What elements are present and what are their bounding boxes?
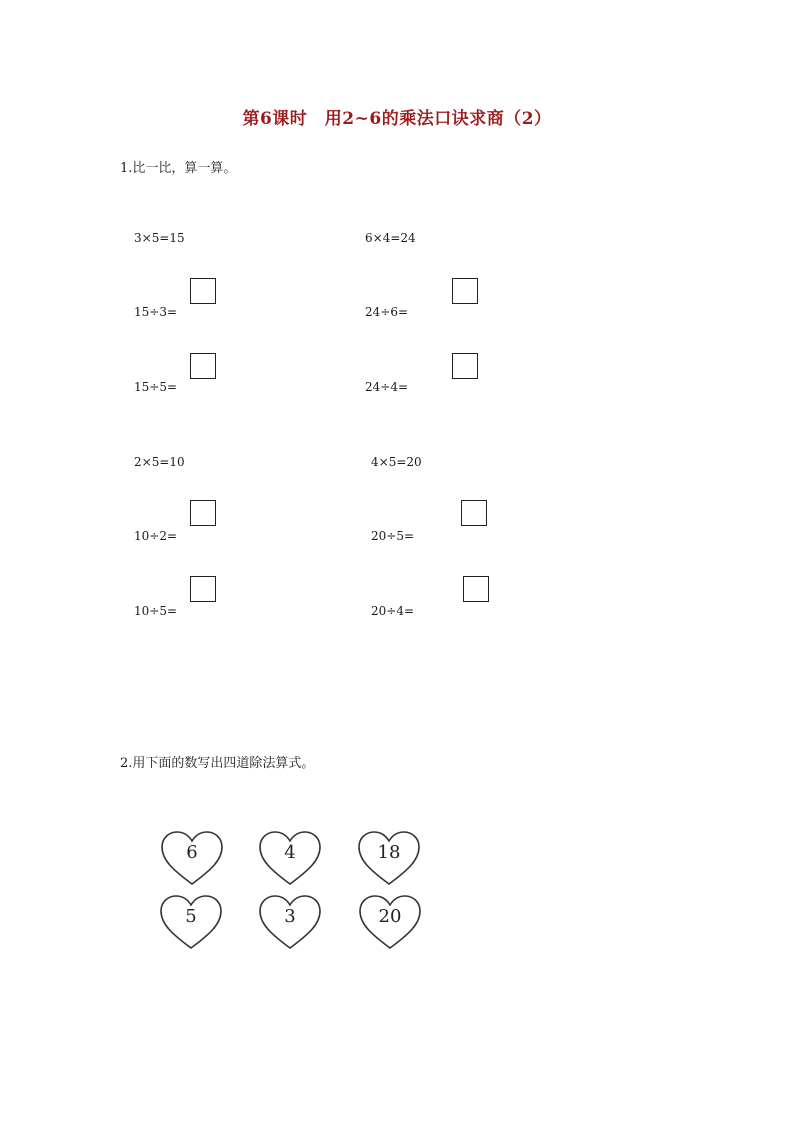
heart-number-card bbox=[356, 830, 422, 886]
answer-box[interactable] bbox=[190, 576, 216, 602]
heart-number: 3 bbox=[284, 906, 296, 927]
heart-number: 20 bbox=[378, 906, 402, 927]
division-prompt: 24÷6= bbox=[365, 305, 409, 319]
division-prompt: 10÷2= bbox=[134, 529, 178, 543]
answer-box[interactable] bbox=[463, 576, 489, 602]
division-prompt: 15÷5= bbox=[134, 380, 178, 394]
question-1-label: 1.比一比，算一算。 bbox=[120, 161, 237, 176]
given-equation: 2×5=10 bbox=[134, 455, 185, 469]
answer-box[interactable] bbox=[452, 278, 478, 304]
answer-box[interactable] bbox=[190, 278, 216, 304]
heart-number-card bbox=[357, 894, 423, 950]
division-prompt: 15÷3= bbox=[134, 305, 178, 319]
division-prompt: 10÷5= bbox=[134, 604, 178, 618]
heart-number: 5 bbox=[185, 906, 197, 927]
heart-number-card bbox=[257, 894, 323, 950]
heart-number-card bbox=[159, 830, 225, 886]
heart-number: 6 bbox=[186, 842, 198, 863]
division-prompt: 24÷4= bbox=[365, 380, 409, 394]
heart-number: 18 bbox=[377, 842, 401, 863]
division-prompt: 20÷4= bbox=[371, 604, 415, 618]
heart-number: 4 bbox=[284, 842, 296, 863]
heart-number-card bbox=[257, 830, 323, 886]
given-equation: 4×5=20 bbox=[371, 455, 422, 469]
answer-box[interactable] bbox=[461, 500, 487, 526]
question-2-label: 2.用下面的数写出四道除法算式。 bbox=[120, 756, 315, 771]
page-title: 第6课时 用2~6的乘法口诀求商（2） bbox=[242, 109, 552, 129]
answer-box[interactable] bbox=[190, 500, 216, 526]
answer-box[interactable] bbox=[452, 353, 478, 379]
heart-number-card bbox=[158, 894, 224, 950]
division-prompt: 20÷5= bbox=[371, 529, 415, 543]
answer-box[interactable] bbox=[190, 353, 216, 379]
given-equation: 6×4=24 bbox=[365, 231, 416, 245]
given-equation: 3×5=15 bbox=[134, 231, 185, 245]
